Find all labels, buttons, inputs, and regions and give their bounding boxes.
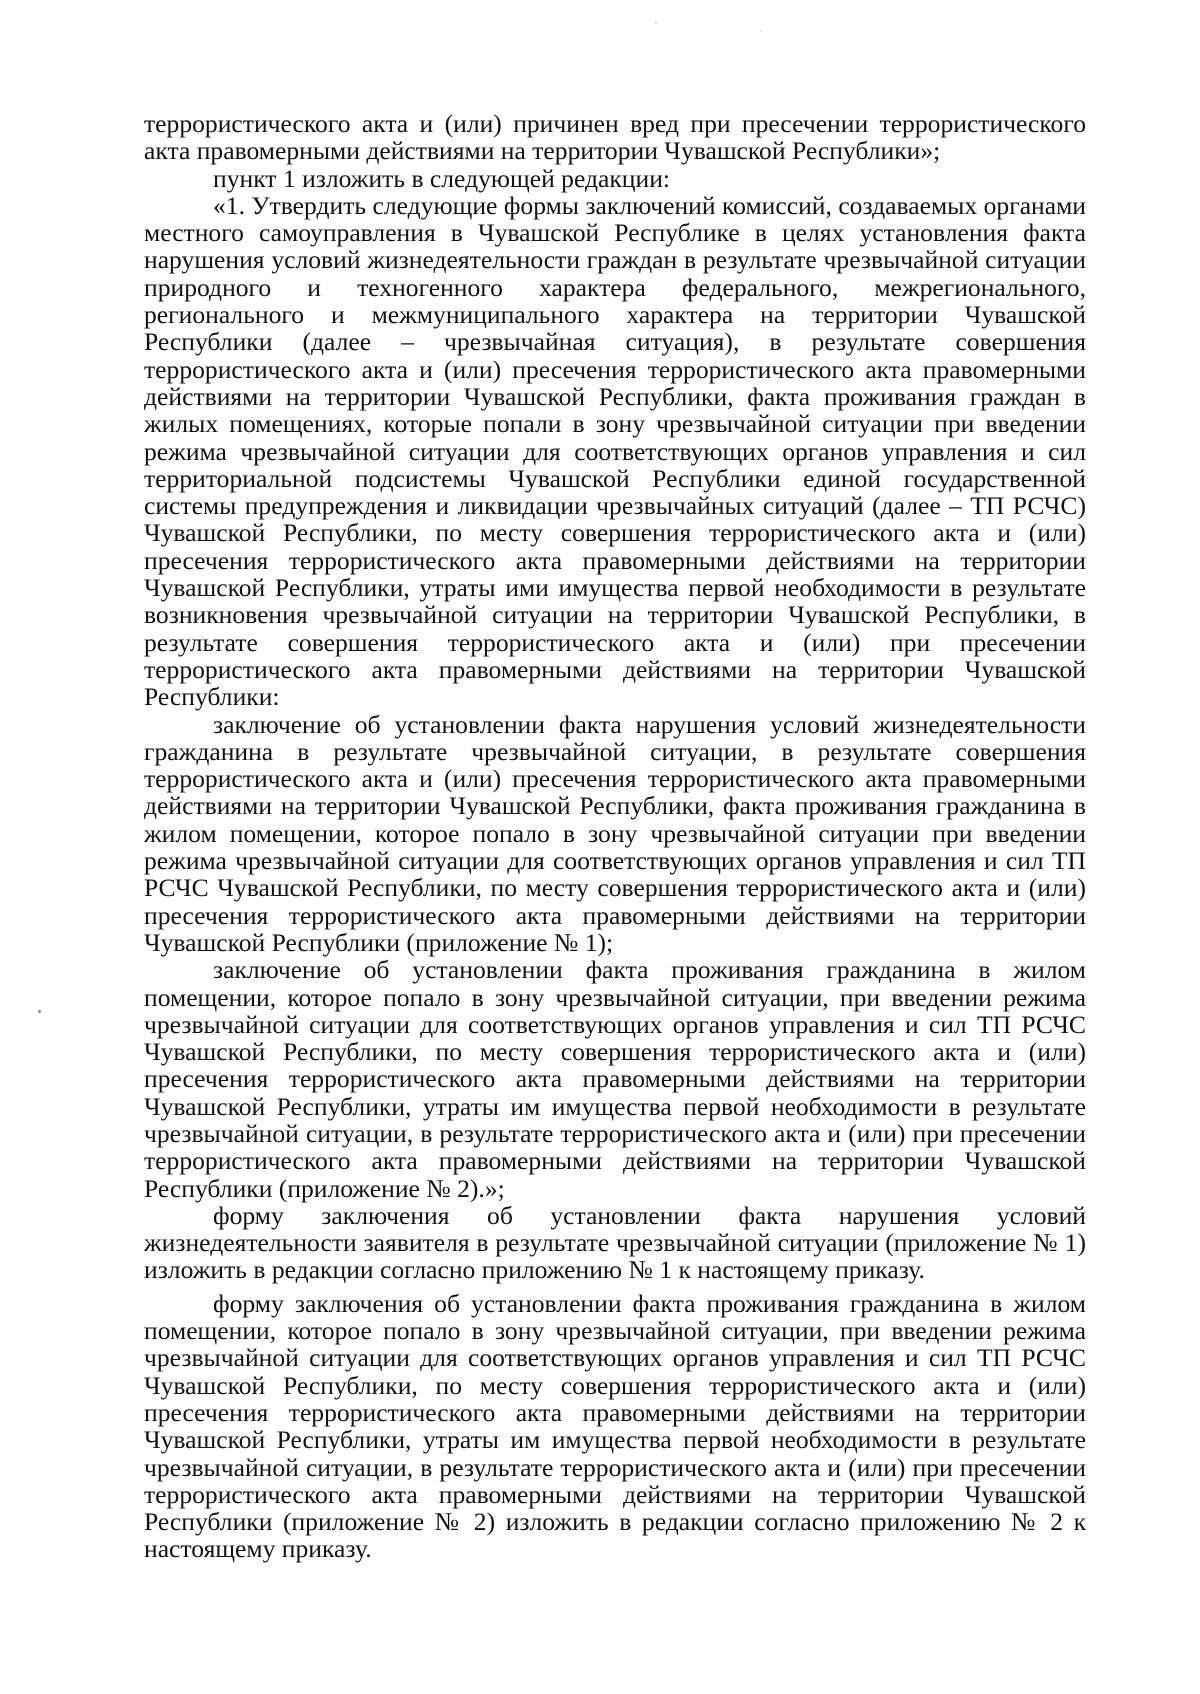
paragraph-form-appendix-1: форму заключения об установлении факта нарушения условий жизнедеятельности заявителя в результате чрезвычайной ситуации (приложение № 1) изложить в редакции согласно приложению № 1 к настоящему приказу. [144,1200,1086,1285]
document-page [144,110,1086,1563]
paragraph-amendment-point-1: пункт 1 изложить в следующей редакции: [213,163,671,193]
scan-speck [760,30,762,32]
paragraph-point-1-text: «1. Утвердить следующие формы заключений комиссий, создаваемых органами местного самоуправления в Чувашской Республике в целях установления факта нарушения условий жизнедеятельности граждан в результате чрезвычайной ситуации природного и техногенного характера федерального, межрегионального, регионального и межмуниципального характера на территории Чувашской Республики (далее – чрезвычайная ситуация), в результате совершения террористического акта и (или) пресечения террористического акта правомерными действиями на территории Чувашской Республики, факта проживания граждан в жилых помещениях, которые попали в зону чрезвычайной ситуации при введении режима чрезвычайной ситуации для соответствующих органов управления и сил территориальной подсистемы Чувашской Республики единой государственной системы предупреждения и ликвидации чрезвычайных ситуаций (далее – ТП РСЧС) Чувашской Республики, по месту совершения террористического акта и (или) пресечения террористического акта правомерными действиями на территории Чувашской Республики, утраты ими имущества первой необходимости в результате возникновения чрезвычайной ситуации на территории Чувашской Республики, в результате совершения террористического акта и (или) при пресечении террористического акта правомерными действиями на территории Чувашской Республики: [144,190,1086,712]
scan-speck [655,22,657,24]
paragraph-continuation: террористического акта и (или) причинен вред при пресечении террористического акта правомерными действиями на территории Чувашской Республики»; [144,109,1086,166]
scan-speck [38,1010,41,1013]
paragraph-conclusion-1: заключение об установлении факта нарушения условий жизнедеятельности гражданина в результате чрезвычайной ситуации, в результате совершения террористического акта и (или) пресечения террористического акта правомерными действиями на территории Чувашской Республики, факта проживания гражданина в жилом помещении, которое попало в зону чрезвычайной ситуации при введении режима чрезвычайной ситуации для соответствующих органов управления и сил ТП РСЧС Чувашской Республики, по месту совершения террористического акта и (или) пресечения террористического акта правомерными действиями на территории Чувашской Республики (приложение № 1); [144,709,1086,957]
paragraph-form-appendix-2: форму заключения об установлении факта проживания гражданина в жилом помещении, которое попало в зону чрезвычайной ситуации, при введении режима чрезвычайной ситуации для соответствующих органов управления и сил ТП РСЧС Чувашской Республики, по месту совершения террористического акта и (или) пресечения террористического акта правомерными действиями на территории Чувашской Республики, утраты им имущества первой необходимости в результате чрезвычайной ситуации, в результате террористического акта и (или) при пресечении террористического акта правомерными действиями на территории Чувашской Республики (приложение № 2) изложить в редакции согласно приложению № 2 к настоящему приказу. [144,1288,1086,1564]
paragraph-conclusion-2: заключение об установлении факта проживания гражданина в жилом помещении, которое попало в зону чрезвычайной ситуации, при введении режима чрезвычайной ситуации для соответствующих органов управления и сил ТП РСЧС Чувашской Республики, по месту совершения террористического акта и (или) пресечения террористического акта правомерными действиями на территории Чувашской Республики, утраты им имущества первой необходимости в результате чрезвычайной ситуации, в результате террористического акта и (или) при пресечении террористического акта правомерными действиями на территории Чувашской Республики (приложение № 2).»; [144,955,1086,1203]
